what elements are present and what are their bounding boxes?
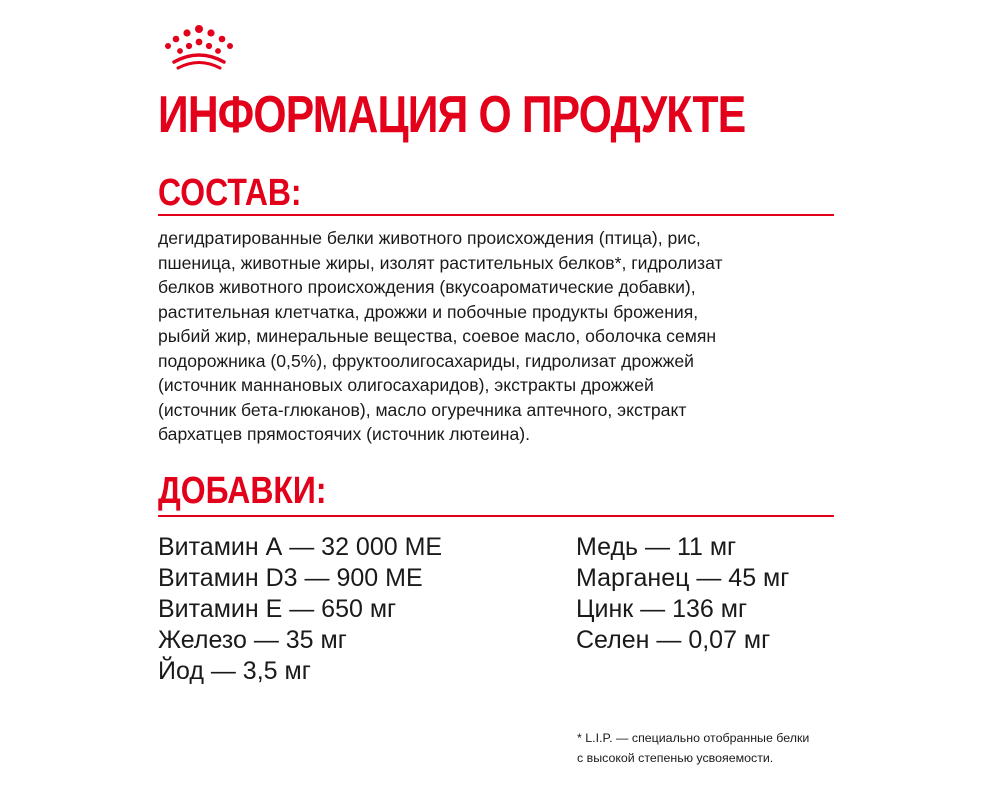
additive-item: Цинк — 136 мг — [576, 595, 748, 623]
composition-line: растительная клетчатка, дрожжи и побочные продукты брожения, — [158, 301, 699, 322]
footnote-line: * L.I.P. — специально отобранные белки — [577, 731, 810, 745]
composition-divider — [158, 214, 834, 216]
composition-line: рыбий жир, минеральные вещества, соевое масло, оболочка семян — [158, 326, 717, 346]
additive-item: Витамин А — 32 000 МЕ — [158, 533, 443, 561]
composition-line: белков животного происхождения (вкусоароматические добавки), — [158, 277, 696, 297]
additive-item: Марганец — 45 мг — [576, 564, 790, 592]
composition-line: (источник маннановых олигосахаридов), экстракты дрожжей — [158, 375, 654, 395]
additives-divider — [158, 515, 834, 517]
crown-icon — [158, 24, 240, 70]
additive-item: Железо — 35 мг — [158, 626, 347, 654]
composition-heading: СОСТАВ: — [158, 172, 302, 214]
composition-line: пшеница, животные жиры, изолят растительных белков*, гидролизат — [158, 252, 723, 273]
additives-list — [158, 532, 838, 692]
footnote — [577, 728, 857, 768]
composition-line: дегидратированные белки животного происхождения (птица), рис, — [158, 228, 701, 248]
additives-heading: ДОБАВКИ: — [158, 470, 327, 512]
additive-item: Медь — 11 мг — [576, 533, 737, 561]
composition-line: подорожника (0,5%), фруктоолигосахариды, гидролизат дрожжей — [158, 350, 694, 371]
composition-line: (источник бета-глюканов), масло огуречника аптечного, экстракт — [158, 399, 687, 420]
additive-item: Селен — 0,07 мг — [576, 626, 771, 654]
additives-column-left — [158, 532, 442, 687]
additive-item: Витамин Е — 650 мг — [158, 595, 397, 623]
footnote-line: с высокой степенью усвояемости. — [577, 751, 774, 765]
additive-item: Витамин D3 — 900 МЕ — [158, 564, 423, 592]
additives-column-right — [576, 532, 789, 656]
composition-text — [158, 226, 838, 447]
composition-line: бархатцев прямостоячих (источник лютеина). — [158, 424, 531, 444]
page-title: ИНФОРМАЦИЯ О ПРОДУКТЕ — [158, 86, 746, 144]
additive-item: Йод — 3,5 мг — [158, 657, 311, 685]
